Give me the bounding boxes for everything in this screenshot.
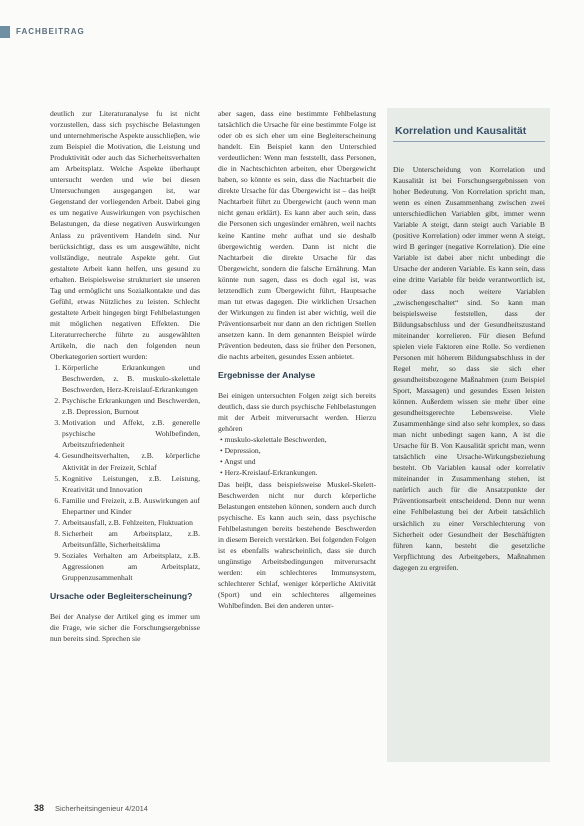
sidebar-paragraph: Die Unterscheidung von Korrelation und Kausalität ist bei Forschungsergebnissen von hoher Bedeutung. Von Korrelation spricht man, wenn es einen Zusammenhang zwischen zwei unterschiedlichen Variablen gibt, immer wenn Variable A steigt, dann steigt auch Variable B (positive Korrelation) oder immer wenn A steigt, wird B geringer (negative Korrelation). Die eine Variable ist dabei aber nicht unbedingt die Ursache der anderen Variable. Es kann sein, dass eine dritte Variable für beide verantwortlich ist, oder dass noch weitere Variablen „zwischengeschaltet“ sind. So kann man beispielsweise feststellen, dass der Bildungsabschluss und der Gesundheitszustand miteinander korrelieren. Für diesen Befund spielen viele Faktoren eine Rolle. So verdienen Personen mit höherem Bildungsabschluss in der Regel mehr, so dass sie sich eher gesundheitsbezogene Maßnahmen (zum Beispiel Sport, Massagen) und gesundes Essen leisten können. Außerdem wissen sie mehr über eine gesundheitsgerechte Lebensweise. Viele Zusammenhänge sind also sehr komplex, so dass man nicht unbedingt sagen kann, A ist die Ursache für B. Von Kausalität spricht man, wenn tatsächlich eine Ursache-Wirkungsbeziehung besteht. Ob Variablen kausal oder korrelativ miteinander in Zusammenhang stehen, ist natürlich auch für die Ansatzpunkte der Präventionsarbeit entscheidend. Denn nur wenn eine Fehlbelastung bei der Arbeit tatsächlich ursächlich zu einer Verschlechterung von Sicherheit oder Gesundheit der Beschäftigten führen kann, besteht die gesetzliche Verpflichtung des Arbeitgebers, Maßnahmen dagegen zu ergreifen.	[393, 165, 545, 572]
list-item: 2. Psychische Erkrankungen und Beschwerden, z.B. Depression, Burnout	[62, 395, 200, 417]
page-number: 38	[34, 803, 45, 813]
list-item: 6. Familie und Freizeit, z.B. Auswirkungen auf Ehepartner und Kinder	[62, 495, 200, 517]
list-item: • Depression,	[228, 445, 376, 456]
list-item: • muskulo-skelettale Beschwerden,	[228, 434, 376, 445]
sidebar-title: Korrelation und Kausalität	[395, 125, 527, 137]
body-paragraph: Das heiβt, dass beispielsweise Muskel-Skelett-Beschwerden nicht nur durch körperliche Belastungen entstehen können, sondern auch durch psychische. Es kann auch sein, dass psychische Fehlbelastungen bereits bestehende Beschwerden in diesem Bereich verstärken. Bei folgenden Folgen ist es ebenfalls wahrscheinlich, dass sie durch ungünstige Arbeitsbedingungen mitverursacht werden: ein schlechteres Immunsystem, schlechterer Schlaf, weniger körperliche Aktivität (Sport) und ein schlechteres allgemeines Wohlbefinden. Bei den anderen unter-	[218, 479, 376, 611]
publication-source: Sicherheitsingenieur 4/2014	[55, 804, 148, 813]
header-accent-bar	[0, 26, 10, 38]
intro-paragraph: deutlich zur Literaturanalyse fu ist nicht vorzustellen, dass sich psychische Belastungen und unternehmerische Aspekte ausschlieβen, wie zum Beispiel die Motivation, die Leistung und Produktivität oder auch das Sicherheitsverhalten am Arbeitsplatz. Welche Aspekte überhaupt untersucht werden und wie bei diesen Untersuchungen ausgegangen ist, war Gegenstand der vorliegenden Arbeit. Dabei ging es um negative Auswirkungen von psychischen Belastungen, da diese negativen Auswirkungen Anlass zu präventivem Handeln sind. Nur berücksichtigt, dass es um ausgewählte, nicht vollständige, neutrale Aspekte geht. Gut gestaltete Arbeit kann helfen, uns gesund zu erhalten. Beispielsweise strukturiert sie unseren Tag und ermöglicht uns Sozialkontakte und das Gefühl, etwas Nützliches zu leisten. Schlecht gestaltete Arbeit hingegen birgt Fehlbelastungen mit möglichen negativen Effekten. Die Literaturrecherche führte zu ausgewählten Artikeln, die nach den folgenden neun Oberkategorien sortiert wurden:	[50, 109, 200, 362]
section-heading: Ergebnisse der Analyse	[218, 370, 316, 381]
list-item: 7. Arbeitsausfall, z.B. Fehlzeiten, Fluktuation	[62, 517, 200, 528]
list-item: • Angst und	[228, 456, 376, 467]
sidebar-divider	[393, 141, 545, 142]
body-paragraph: aber sagen, dass eine bestimmte Fehlbelastung tatsächlich die Ursache für eine bestimmte Folge ist oder ob es sich eher um eine Begleiterscheinung handelt. Ein Beispiel kann den Unterschied verdeutlichen: Wenn man feststellt, dass Personen, die in Nachtschichten arbeiten, eher Übergewicht haben, so könnte es sein, dass die Nachtarbeit die direkte Ursache für das Übergewicht ist – das heiβt Nachtarbeit führt zu Übergewicht (auch wenn man nicht genau erklärt). Es kann aber auch sein, dass die Personen sich ungesünder ernähren, weil nachts keine Kantine mehr aufhat und sie deshalb übergewichtig werden. Dann ist nicht die Nachtarbeit die direkte Ursache für das Übergewicht, sondern die falsche Ernährung. Man könnte nun sagen, dass es doch egal ist, was letztendlich zum Übergewicht führt, Hauptsache man tut etwas dagegen. Die wirklichen Ursachen der Wirkungen zu finden ist aber wichtig, weil die Präventionsarbeit nur dann an den richtigen Stellen ansetzen kann. In dem genannten Beispiel würde Prävention bedeuten, dass sie früher den Personen, die nachts arbeiten, gesundes Essen anbietet.	[218, 109, 376, 362]
list-item: • Herz-Kreislauf-Erkrankungen.	[228, 467, 376, 478]
section-heading: Ursache oder Begleiterscheinung?	[50, 591, 193, 602]
column-middle	[218, 108, 376, 611]
list-item: 5. Kognitive Leistungen, z.B. Leistung, Kreativität und Innovation	[62, 473, 200, 495]
list-item: 4. Gesundheitsverhalten, z.B. körperliche Aktivität in der Freizeit, Schlaf	[62, 450, 200, 472]
list-item: 1. Körperliche Erkrankungen und Beschwerden, z. B. muskulo-skelettale Beschwerden, Herz-Kreislauf-Erkrankungen	[62, 362, 200, 395]
list-item: 3. Motivation und Affekt, z.B. generelle psychische Wohlbefinden, Arbeitszufriedenheit	[62, 417, 200, 450]
bullet-list	[218, 434, 376, 478]
column-left	[50, 108, 200, 644]
closing-paragraph: Bei der Analyse der Artikel ging es immer um die Frage, wie sicher die Forschungsergebnisse nun bereits sind. Sprechen sie	[50, 612, 200, 644]
list-item: 9. Soziales Verhalten am Arbeitsplatz, z.B. Aggressionen am Arbeitsplatz, Gruppenzusammenhalt	[62, 550, 200, 583]
list-item: 8. Sicherheit am Arbeitsplatz, z.B. Arbeitsunfälle, Sicherheitsklima	[62, 528, 200, 550]
body-paragraph: Bei einigen untersuchten Folgen zeigt sich bereits deutlich, dass sie durch psychische Fehlbelastungen mit der Arbeit mitverursacht werden. Hierzu gehören	[218, 391, 376, 434]
sidebar-body	[393, 164, 545, 573]
category-list	[50, 362, 200, 583]
section-label: FACHBEITRAG	[16, 27, 85, 36]
